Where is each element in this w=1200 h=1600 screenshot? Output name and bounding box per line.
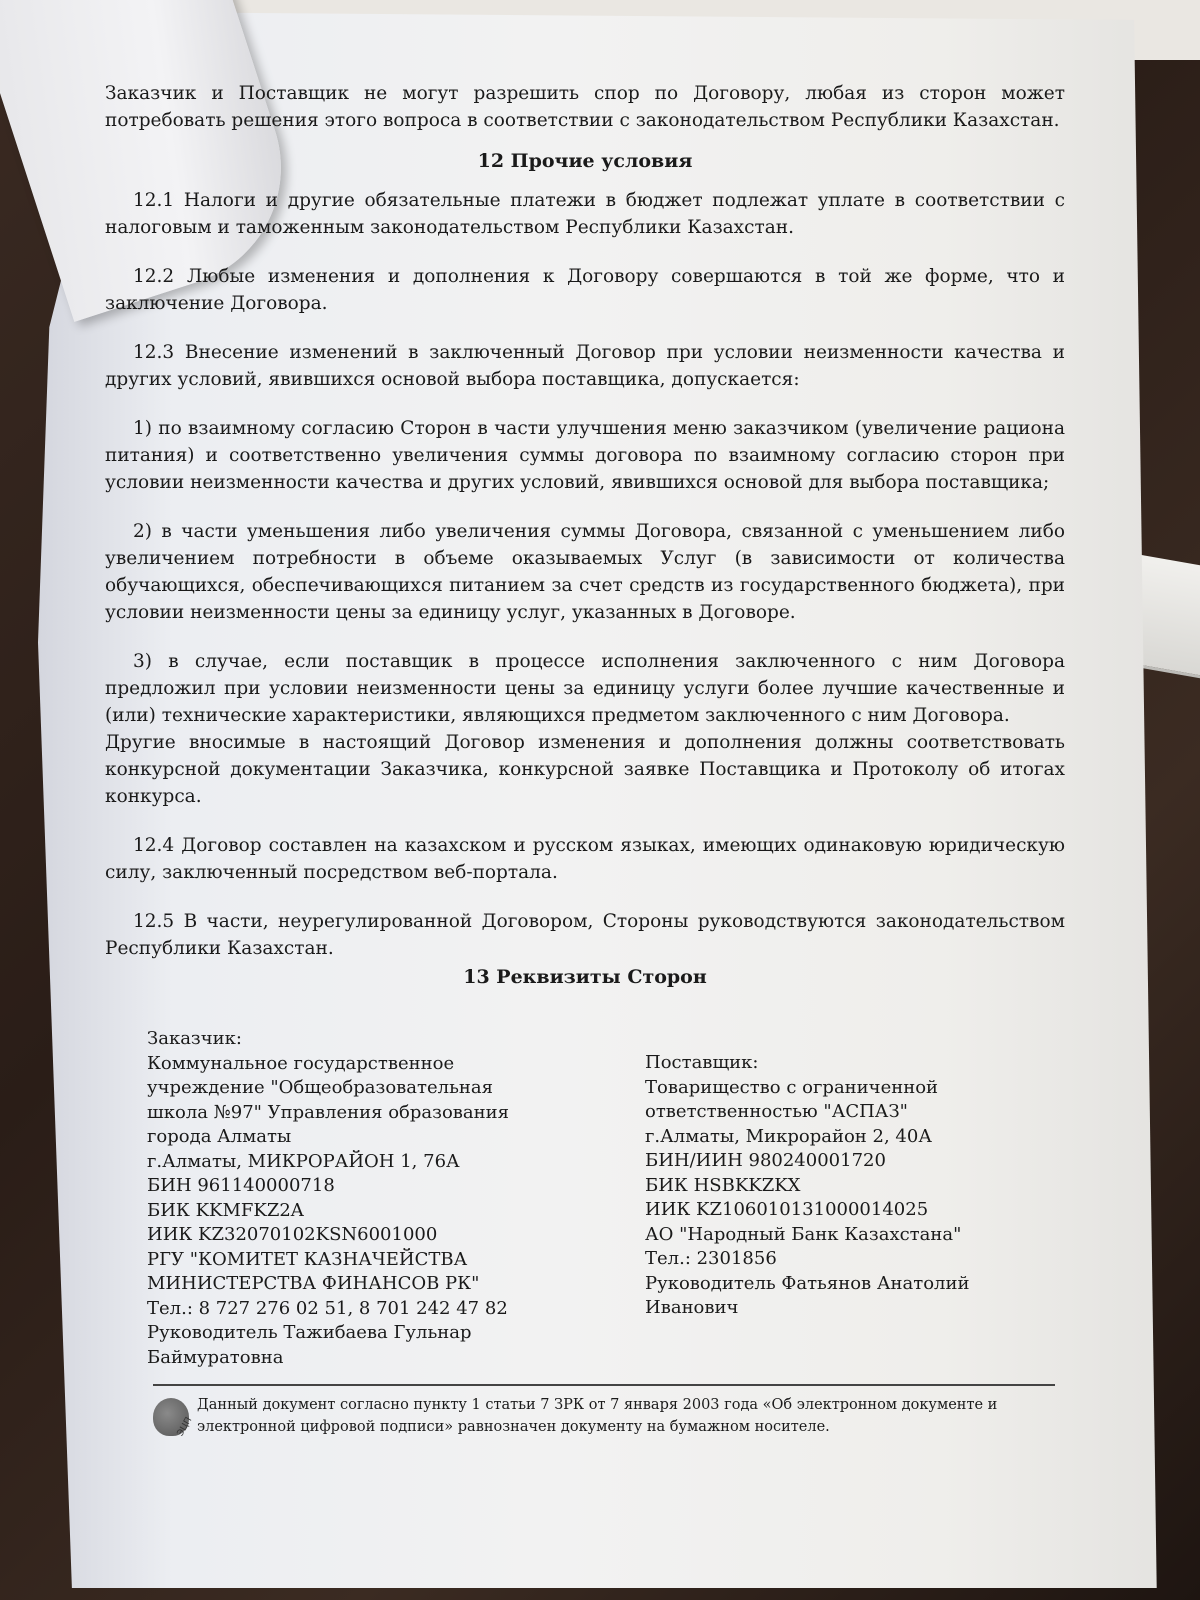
customer-label: Заказчик: [147,1028,242,1049]
legal-footer [153,1384,1055,1438]
clause-12-5: 12.5 В части, неурегулированной Договором, Стороны руководствуются законодательством Республики Казахстан. [105,911,1065,959]
clause-12-3-item-3: 3) в случае, если поставщик в процессе исполнения заключенного с ним Договора предложил при условии неизменности цены за единицу услуги более лучшие качественные и (или) технические характеристики, являющихся предметом заключенного с ним Договора. [105,651,1065,726]
customer-line: Коммунальное государственное [147,1052,455,1074]
clause-12-2: 12.2 Любые изменения и дополнения к Договору совершаются в той же форме, что и заключение Договора. [105,266,1065,314]
customer-bank: РГУ "КОМИТЕТ КАЗНАЧЕЙСТВА [147,1248,468,1270]
supplier-director: Руководитель Фатьянов Анатолий [645,1272,970,1294]
supplier-address: г.Алматы, Микрорайон 2, 40А [645,1125,932,1147]
supplier-line: ответственностью "АСПАЗ" [645,1101,908,1122]
supplier-details [645,1027,1025,1370]
customer-bin: БИН 961140000718 [147,1175,335,1196]
section-13-title: 13 Реквизиты Сторон [463,966,707,988]
clause-12-3-item-2: 2) в части уменьшения либо увеличения суммы Договора, связанной с уменьшением либо увеличением потребности в объеме оказываемых Услуг (в зависимости от количества обучающихся, обеспечивающихся питанием за счет средств из государственного бюджета), при условии неизменности цены за единицу услуг, указанных в Договоре. [105,521,1065,623]
clause-12-3: 12.3 Внесение изменений в заключенный Договор при условии неизменности качества и других условий, явившихся основой выбора поставщика, допускается: [105,342,1065,390]
supplier-director: Иванович [645,1297,739,1318]
section-12-title: 12 Прочие условия [477,150,693,172]
digital-signature-seal-icon [153,1398,195,1439]
supplier-line: Товарищество с ограниченной [645,1076,939,1098]
customer-line: школа №97" Управления образования [147,1101,509,1123]
customer-address: г.Алматы, МИКРОРАЙОН 1, 76А [147,1150,460,1172]
supplier-label: Поставщик: [645,1052,759,1073]
customer-bik: БИК KKMFKZ2A [147,1199,304,1221]
clause-12-3-continuation: Другие вносимые в настоящий Договор изменения и дополнения должны соответствовать конкурсной документации Заказчика, конкурсной заявке Поставщика и Протоколу об итогах конкурса. [105,732,1065,807]
clause-12-3-item-1: 1) по взаимному согласию Сторон в части улучшения меню заказчиком (увеличение рациона питания) и соответственно увеличения суммы договора по взаимному согласию сторон при условии неизменности качества и других условий, явившихся основой для выбора поставщика; [105,418,1065,493]
party-details [105,1027,1065,1370]
clause-12-4: 12.4 Договор составлен на казахском и русском языках, имеющих одинаковую юридическую силу, заключенный посредством веб-портала. [105,835,1065,883]
customer-iik: ИИК KZ32070102KSN6001000 [147,1224,438,1245]
customer-director: Руководитель Тажибаева Гульнар [147,1322,472,1343]
customer-director: Баймуратовна [147,1346,284,1368]
supplier-phone: Тел.: 2301856 [645,1248,777,1269]
intro-paragraph: Заказчик и Поставщик не могут разрешить спор по Договору, любая из сторон может потребовать решения этого вопроса в соответствии с законодательством Республики Казахстан. [105,83,1065,131]
customer-details [147,1027,567,1370]
customer-bank: МИНИСТЕРСТВА ФИНАНСОВ РК" [147,1273,480,1294]
customer-line: учреждение "Общеобразовательная [147,1077,493,1098]
customer-line: города Алматы [147,1126,292,1147]
supplier-bank: АО "Народный Банк Казахстана" [645,1223,962,1245]
paper-stack [1140,555,1200,679]
clause-12-1: 12.1 Налоги и другие обязательные платежи в бюджет подлежат уплате в соответствии с налоговым и таможенным законодательством Республики Казахстан. [105,190,1065,238]
footer-notice: Данный документ согласно пункту 1 статьи 7 ЗРК от 7 января 2003 года «Об электронном документе и электронной цифровой подписи» равнозначен документу на бумажном носителе. [197,1397,998,1435]
seal-text: ЭЦП [175,1415,195,1439]
supplier-bin: БИН/ИИН 980240001720 [645,1150,886,1171]
supplier-bik: БИК HSBKKZKX [645,1174,801,1196]
customer-phone: Тел.: 8 727 276 02 51, 8 701 242 47 82 [147,1297,508,1319]
supplier-iik: ИИК KZ106010131000014025 [645,1199,929,1220]
document-content [105,80,1065,1438]
